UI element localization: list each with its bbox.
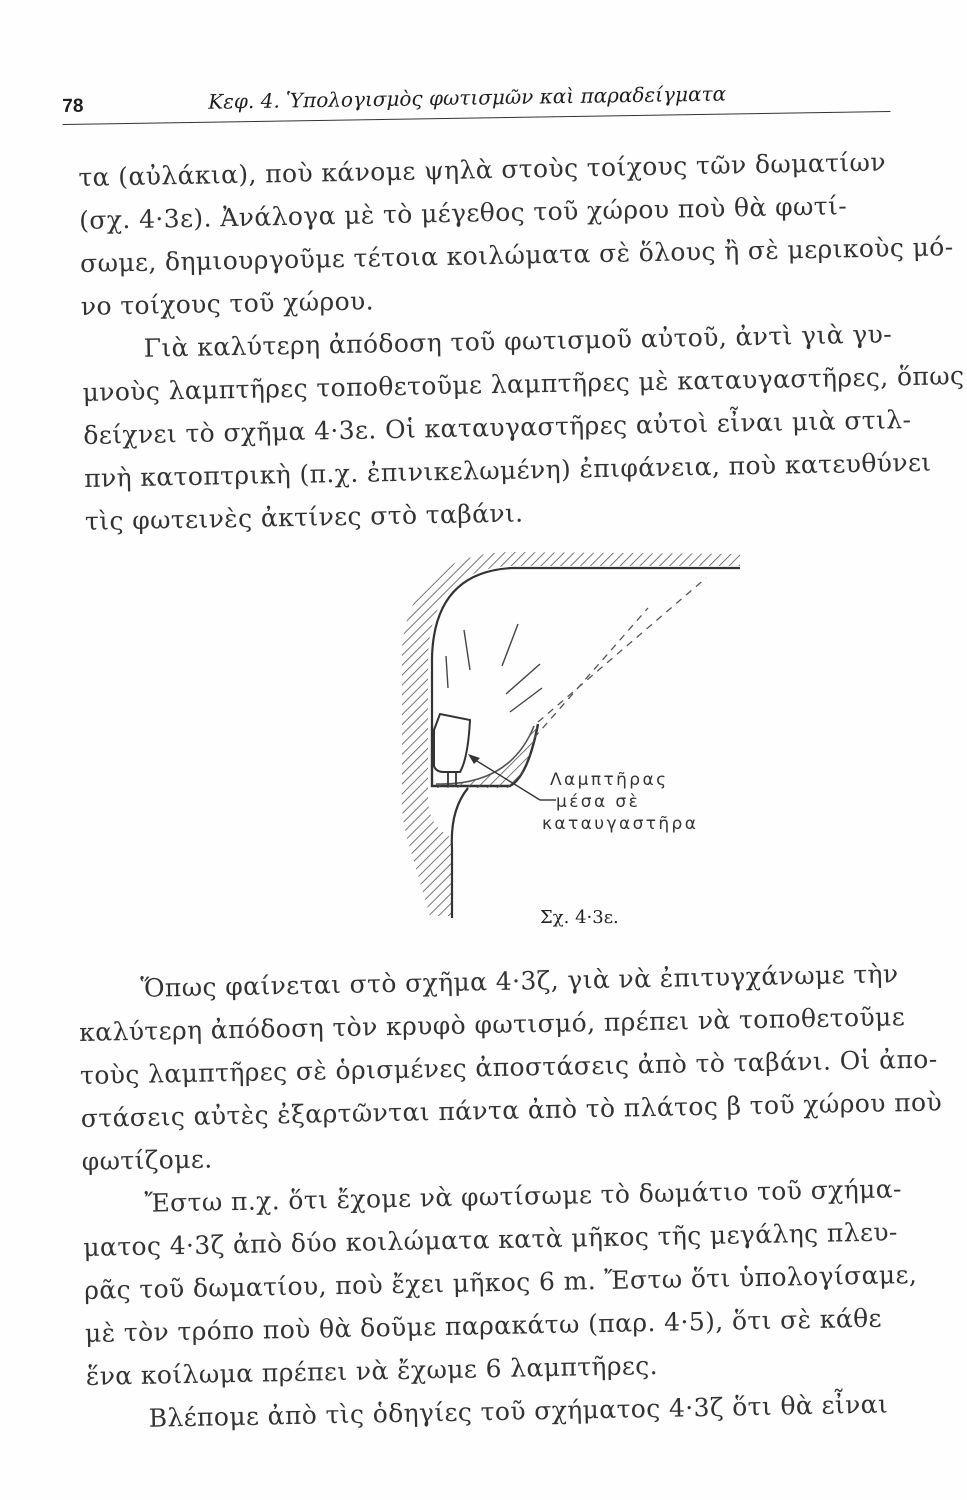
paragraph-1-line-1: τα (αὐλάκια), ποὺ κάνομε ψηλὰ στοὺς τοίχους τῶν δωματίων [78, 147, 887, 192]
paragraph-1-line-4: νο τοίχους τοῦ χώρου. [80, 286, 375, 321]
light-ray-5 [510, 688, 542, 712]
paragraph-2-line-1: Γιὰ καλύτερη ἀπόδοση τοῦ φωτισμοῦ αὐτοῦ, ἀντὶ γιὰ γυ- [143, 319, 893, 363]
paragraph-4-line-1: Ἔστω π.χ. ὅτι ἔχομε νὰ φωτίσωμε τὸ δωμάτιο τοῦ σχήμα- [144, 1174, 903, 1218]
paragraph-2-line-3: δείχνει τὸ σχῆμα 4·3ε. Οἱ καταυγαστῆρες αὐτοὶ εἶναι μιὰ στιλ- [83, 405, 912, 450]
cove-trough-fill [436, 724, 538, 788]
paragraph-1-line-2: (σχ. 4·3ε). Ἀνάλογα μὲ τὸ μέγεθος τοῦ χώρου ποὺ θὰ φωτί- [78, 191, 848, 235]
paragraph-3-line-5: φωτίζομε. [81, 1144, 213, 1176]
paragraph-4-line-5: ἕνα κοίλωμα πρέπει νὰ ἔχωμε 6 λαμπτῆρες. [85, 1350, 659, 1391]
ceiling-line [432, 568, 740, 688]
page-number: 78 [62, 95, 84, 117]
light-ray-4 [506, 664, 540, 694]
paragraph-5-line-1: Βλέπομε ἀπὸ τὶς ὁδηγίες τοῦ σχήματος 4·3ζ ὅτι θὰ εἶναι [148, 1389, 889, 1433]
page-header [62, 75, 892, 124]
upper-text-block [78, 140, 965, 543]
figure-caption: Σχ. 4·3ε. [540, 907, 619, 928]
dashed-sightline-1 [538, 578, 706, 722]
paragraph-4-line-4: μὲ τὸν τρόπο ποὺ θὰ δοῦμε παρακάτω (παρ. 4·5), ὅτι σὲ κάθε [84, 1303, 883, 1348]
dashed-sightline-2 [534, 608, 648, 738]
cove-section-drawing [390, 548, 790, 928]
paragraph-4-line-3: ρᾶς τοῦ δωματίου, ποὺ ἔχει μῆκος 6 m. Ἔστω ὅτι ὑπολογίσαμε, [83, 1259, 918, 1305]
header-rule [63, 111, 891, 125]
paragraph-1-line-3: σωμε, δημιουργοῦμε τέτοια κοιλώματα σὲ ὅλους ἢ σὲ μερικοὺς μό- [79, 232, 954, 278]
lamp-label-line-3: καταυγαστῆρα [542, 814, 699, 834]
paragraph-3-line-3: τοὺς λαμπτῆρες σὲ ὁρισμένες ἀποστάσεις ἀπὸ τὸ ταβάνι. Οἱ ἀπο- [79, 1044, 938, 1090]
light-ray-2 [464, 630, 470, 670]
cove-lighting-figure [390, 548, 790, 928]
lamp-label-line-2: μέσα σὲ [556, 792, 641, 812]
running-title: Κεφ. 4. Ὑπολογισμὸς φωτισμῶν καὶ παραδείγματα [208, 81, 727, 114]
lower-wall-line [452, 788, 468, 918]
lower-text-block [78, 952, 943, 1441]
paragraph-2-line-4: πνὴ κατοπτρικὴ (π.χ. ἐπινικελωμένη) ἐπιφάνεια, ποὺ κατευθύνει [83, 447, 932, 493]
paragraph-2-line-5: τὶς φωτεινὲς ἀκτίνες στὸ ταβάνι. [84, 498, 524, 536]
paragraph-3-line-1: Ὅπως φαίνεται στὸ σχῆμα 4·3ζ, γιὰ νὰ ἐπιτυγχάνωμε τὴν [140, 959, 899, 1003]
light-ray-1 [446, 656, 448, 688]
paragraph-3-line-2: καλύτερη ἀπόδοση τὸν κρυφὸ φωτισμό, πρέπει νὰ τοποθετοῦμε [78, 1002, 906, 1047]
paragraph-2-line-2: μνοὺς λαμπτῆρες τοποθετοῦμε λαμπτῆρες μὲ καταυγαστῆρες, ὅπως [82, 361, 965, 407]
paragraph-4-line-2: ματος 4·3ζ ἀπὸ δύο κοιλώματα κατὰ μῆκος τῆς μεγάλης πλευ- [83, 1217, 899, 1262]
paragraph-3-line-4: στάσεις αὐτὲς ἐξαρτῶνται πάντα ἀπὸ τὸ πλάτος β τοῦ χώρου ποὺ [80, 1087, 943, 1133]
light-ray-3 [502, 624, 518, 666]
lamp-label-line-1: Λαμπτῆρας [550, 770, 669, 790]
reflector [434, 714, 470, 772]
